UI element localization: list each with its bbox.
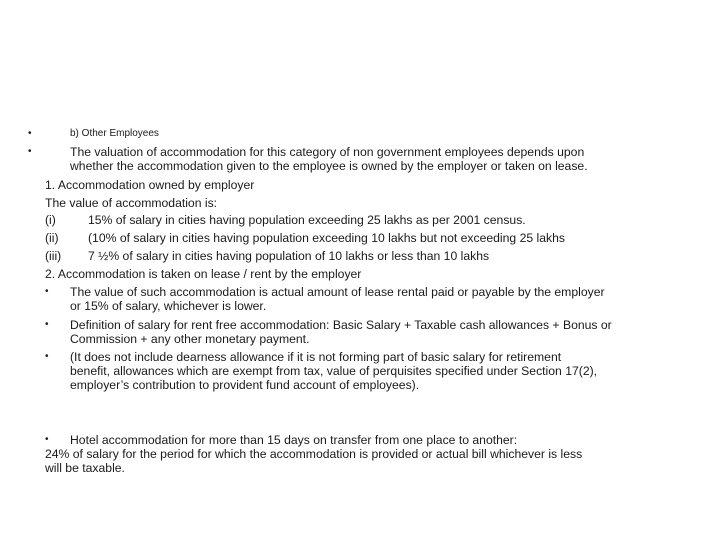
definition-bullet: • (45, 319, 49, 330)
exclusion-line-2: benefit, allowances which are exempt from tax, value of perquisites specified under Section 17(2), (70, 364, 598, 378)
item-number-i: (i) (45, 213, 56, 227)
definition-line-1: Definition of salary for rent free accommodation: Basic Salary + Taxable cash allowances + Bonus or (70, 318, 612, 332)
heading-bullet: • (28, 128, 32, 139)
section2-title: 2. Accommodation is taken on lease / rent by the employer (45, 267, 362, 281)
item-text-iii: 7 ½% of salary in cities having population of 10 lakhs or less than 10 lakhs (88, 249, 490, 263)
intro-line-1: The valuation of accommodation for this category of non government employees depends upon (70, 145, 585, 159)
section1-title: 1. Accommodation owned by employer (45, 178, 255, 192)
hotel-title: Hotel accommodation for more than 15 days on transfer from one place to another: (70, 433, 518, 447)
section1-lead: The value of accommodation is: (45, 196, 218, 210)
item-number-iii: (iii) (45, 249, 62, 263)
hotel-bullet: • (45, 434, 49, 445)
intro-bullet: • (28, 146, 32, 157)
exclusion-line-3: employer’s contribution to provident fund account of employees). (70, 378, 420, 392)
hotel-line-2: will be taxable. (45, 461, 125, 475)
definition-line-2: Commission + any other monetary payment. (70, 332, 310, 346)
lease-line-1: The value of such accommodation is actual amount of lease rental paid or payable by the employer (70, 285, 605, 299)
lease-line-2: or 15% of salary, whichever is lower. (70, 299, 267, 313)
item-text-i: 15% of salary in cities having population exceeding 25 lakhs as per 2001 census. (88, 213, 526, 227)
section-heading: b) Other Employees (70, 128, 159, 139)
lease-bullet: • (45, 286, 49, 297)
item-number-ii: (ii) (45, 231, 59, 245)
exclusion-line-1: (It does not include dearness allowance if it is not forming part of basic salary for retirement (70, 350, 562, 364)
intro-line-2: whether the accommodation given to the employee is owned by the employer or taken on lease. (70, 159, 588, 173)
hotel-line-1: 24% of salary for the period for which the accommodation is provided or actual bill whichever is less (45, 447, 583, 461)
exclusion-bullet: • (45, 351, 49, 362)
item-text-ii: (10% of salary in cities having population exceeding 10 lakhs but not exceeding 25 lakhs (88, 231, 565, 245)
